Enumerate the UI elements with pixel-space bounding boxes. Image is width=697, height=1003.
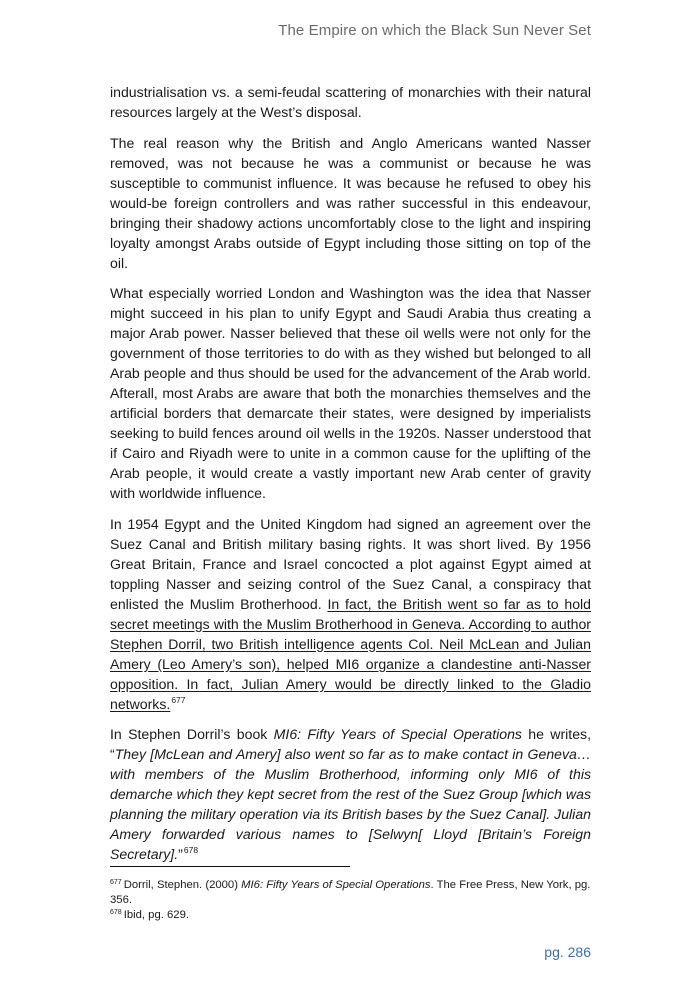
footnote-text: Dorril, Stephen. (2000): [123, 879, 242, 891]
footnotes: [110, 878, 591, 923]
page-number: pg. 286: [544, 944, 591, 960]
paragraph-3: What especially worried London and Washington was the idea that Nasser might succeed in his plan to unify Egypt and Saudi Arabia thus creating a major Arab power. Nasser believed that these oil wells were not only for the government of those territories to do with as they wished but belonged to all Arab people and thus should be used for the advancement of the Arab world. Afterall, most Arabs are aware that both the monarchies themselves and the artificial borders that demarcate their states, were designed by imperialists seeking to build fences around oil wells in the 1920s. Nasser understood that if Cairo and Riyadh were to unite in a common cause for the uplifting of the Arab people, it would create a vastly important new Arab center of gravity with worldwide influence.: [110, 285, 591, 501]
footnote-book-title: MI6: Fifty Years of Special Operations: [241, 879, 431, 891]
paragraph-5-mid: he writes, “: [110, 726, 592, 762]
footnote-number: 678: [110, 909, 122, 916]
paragraph-4-underlined: In fact, the British went so far as to hold secret meetings with the Muslim Brotherhood in Geneva. According to author Stephen Dorril, two British intelligence agents Col. Neil McLean and Julian Amery (Leo Amery’s son), helped MI6 organize a clandestine anti-Nasser opposition. In fact, Julian Amery would be directly linked to the Gladio networks.: [110, 595, 592, 712]
footnote-677: [110, 878, 591, 908]
paragraph-1: industrialisation vs. a semi-feudal scattering of monarchies with their natural resources largely at the West’s disposal.: [110, 84, 591, 120]
paragraph-2: The real reason why the British and Anglo Americans wanted Nasser removed, was not because he was a communist or because he was susceptible to communist influence. It was because he refused to obey his would-be foreign controllers and was rather successful in this endeavour, bringing their shadowy actions uncomfortably close to the light and inspiring loyalty amongst Arabs outside of Egypt including those sitting on top of the oil.: [110, 134, 591, 271]
block-quote: They [McLean and Amery] also went so far as to make contact in Geneva…with members of the Muslim Brotherhood, informing only MI6 of this demarche which they kept secret from the rest of the Suez Group [which was planning the military operation via its British bases by the Suez Canal]. Julian Amery forwarded various names to [Selwyn[ Lloyd [Britain’s Foreign Secretary].: [110, 746, 591, 862]
paragraph-5-intro: In Stephen Dorril’s book: [110, 726, 274, 742]
footnote-text-end: . The Free Press, New York, pg. 356.: [110, 879, 591, 906]
paragraph-4-text: In 1954 Egypt and the United Kingdom had signed an agreement over the Suez Canal and British military basing rights. It was short lived. By 1956 Great Britain, France and Israel concocted a plot against Egypt aimed at toppling Nasser and seizing control of the Suez Canal, a conspiracy that enlisted the Muslim Brotherhood.: [110, 515, 591, 612]
body-text: [110, 82, 591, 875]
footnote-678: [110, 908, 591, 923]
footnote-text: Ibid, pg. 629.: [123, 909, 190, 921]
paragraph-4: [110, 514, 591, 714]
footnote-separator: [110, 866, 350, 867]
paragraph-5-end: ”: [178, 846, 183, 862]
running-header: The Empire on which the Black Sun Never Set: [278, 22, 591, 39]
footnote-number: 677: [110, 879, 122, 886]
footnote-ref-677[interactable]: 677: [171, 694, 186, 705]
paragraph-5: [110, 724, 591, 864]
book-title: MI6: Fifty Years of Special Operations: [273, 726, 522, 742]
footnote-ref-678[interactable]: 678: [183, 845, 199, 855]
